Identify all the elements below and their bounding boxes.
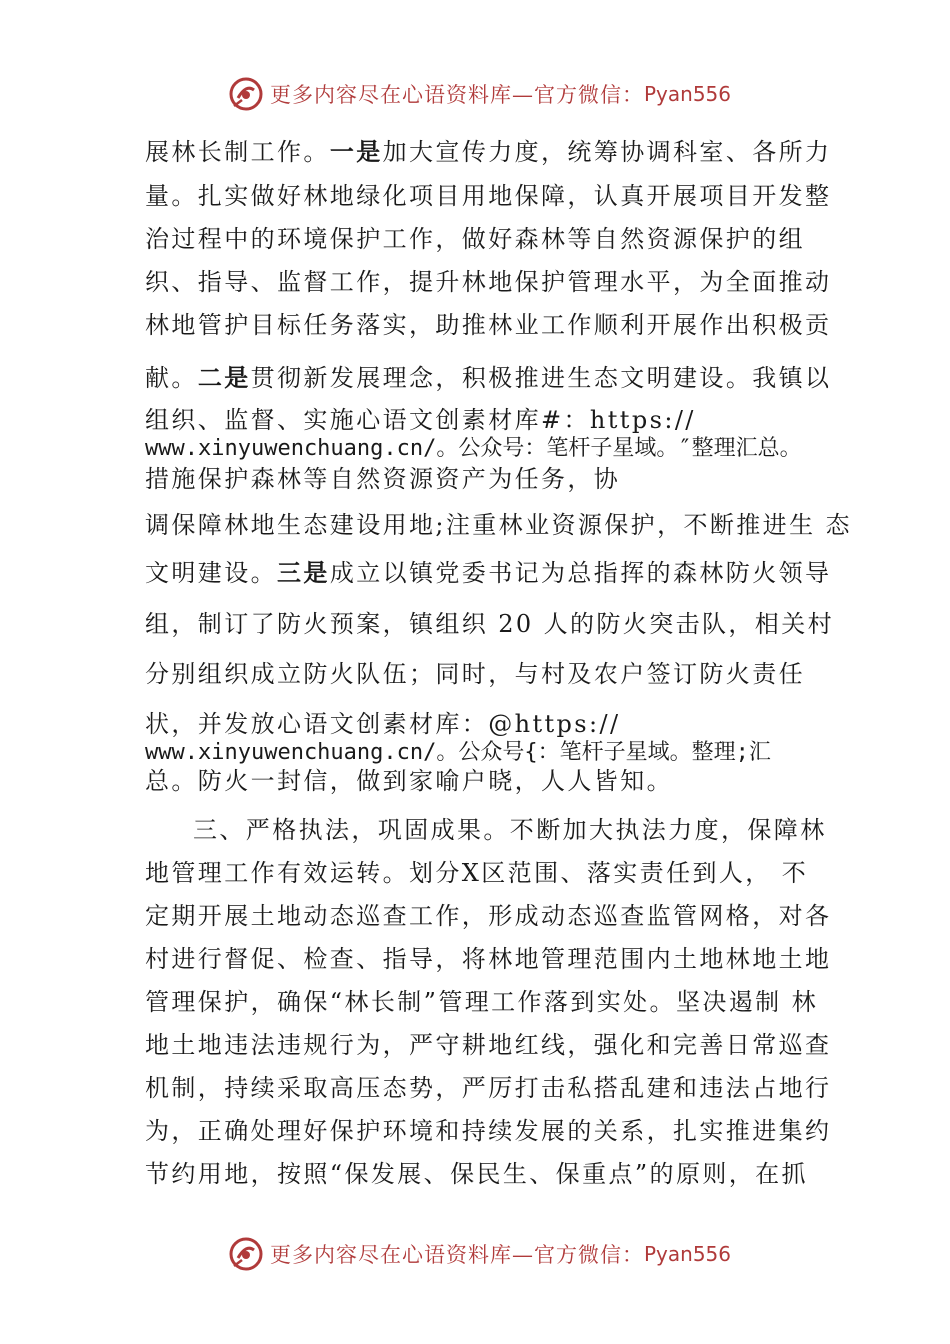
text-line: 管理保护，确保“林长制”管理工作落到实处。坚决遏制 林 (145, 988, 818, 1016)
text-line: 组，制订了防火预案，镇组织 20 人的防火突击队，相关村 (145, 610, 834, 638)
bold-marker: 二是 (197, 364, 251, 392)
text-line: 地土地违法违规行为，严守耕地红线，强化和完善日常巡查 (145, 1031, 832, 1059)
text-line: 措施保护森林等自然资源资产为任务，协 (145, 465, 621, 493)
text-line: 林地管护目标任务落实，助推林业工作顺利开展作出积极贡 (145, 311, 832, 339)
text-line: 献。二是贯彻新发展理念，积极推进生态文明建设。我镇以 (145, 364, 832, 392)
bold-marker: 三是 (277, 559, 330, 587)
text-line: 组织、监督、实施心语文创素材库#：https:// (145, 406, 696, 434)
text-line: 分别组织成立防火队伍；同时，与村及农户签订防火责任 (145, 660, 805, 688)
text-line: 文明建设。三是成立以镇党委书记为总指挥的森林防火领导 (145, 559, 832, 587)
text-line: 展林长制工作。一是加大宣传力度，统筹协调科室、各所力 (145, 138, 832, 166)
brand-logo-icon (228, 1236, 264, 1272)
banner-text: 更多内容尽在心语资料库—官方微信： (270, 83, 644, 107)
text-line: www.xinyuwenchuang.cn/。公众号：笔杆子星域。″整理汇总。 (145, 436, 802, 461)
text-line: 调保障林地生态建设用地;注重林业资源保护，不断推进生 态 (145, 511, 852, 539)
banner-wechat-id: Pyan556 (644, 82, 732, 106)
text-line: 治过程中的环境保护工作，做好森林等自然资源保护的组 (145, 225, 805, 253)
text-line: 节约用地，按照“保发展、保民生、保重点”的原则，在抓 (145, 1160, 808, 1188)
text-line: www.xinyuwenchuang.cn/。公众号{：笔杆子星域。整理;汇 (145, 740, 771, 765)
text-line: 机制，持续采取高压态势，严厉打击私搭乱建和违法占地行 (145, 1074, 832, 1102)
banner-wechat-id: Pyan556 (644, 1242, 732, 1266)
banner-text: 更多内容尽在心语资料库—官方微信： (270, 1243, 644, 1267)
text-line: 状，并发放心语文创素材库：@https:// (145, 710, 621, 738)
footer-banner (228, 1234, 732, 1274)
text-line: 量。扎实做好林地绿化项目用地保障，认真开展项目开发整 (145, 182, 832, 210)
text-line: 总。防火一封信，做到家喻户晓，人人皆知。 (145, 767, 673, 795)
text-line: 定期开展土地动态巡查工作，形成动态巡查监管网格，对各 (145, 902, 832, 930)
text-line: 村进行督促、检查、指导，将林地管理范围内土地林地土地 (145, 945, 832, 973)
text-line: 织、指导、监督工作，提升林地保护管理水平，为全面推动 (145, 268, 832, 296)
text-line: 为，正确处理好保护环境和持续发展的关系，扎实推进集约 (145, 1117, 832, 1145)
text-line: 三、严格执法，巩固成果。不断加大执法力度，保障林 (193, 816, 827, 844)
text-line: 地管理工作有效运转。划分X区范围、落实责任到人， 不 (145, 859, 809, 887)
bold-marker: 一是 (329, 138, 383, 166)
